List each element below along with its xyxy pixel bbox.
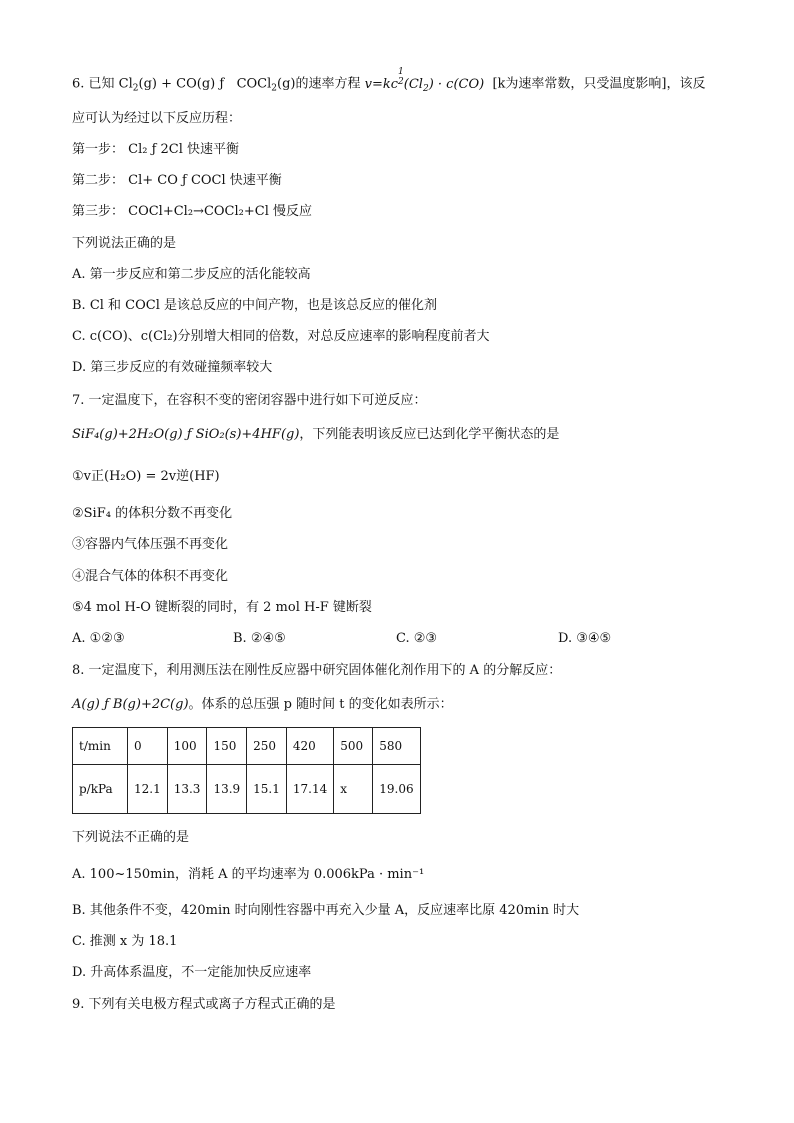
q6-stem-line: 6. 已知 $Cl_2(g) + CO(g)$ ƒ COCl$_2$(g)的速率方程 v=kc1 $2(Cl_2) \cdot c(CO)$ [k为速率常数，只受温度影响]，该反: [72, 67, 706, 94]
q7-equation-line: [72, 426, 559, 444]
q7-option-a[interactable]: A. ①②③: [72, 631, 125, 646]
q6-step3: 第三步： COCl+Cl₂→COCl₂+Cl 慢反应: [72, 204, 312, 219]
q8-stem: 8. 一定温度下，利用测压法在刚性反应器中研究固体催化剂作用下的 A 的分解反应：: [72, 663, 562, 678]
table-cell: 12.1: [128, 765, 168, 814]
q7-option-c[interactable]: C. ②③: [396, 631, 438, 646]
q6-option-b[interactable]: B. Cl 和 COCl 是该总反应的中间产物，也是该总反应的催化剂: [72, 298, 438, 313]
q6-step2: 第二步： Cl+ CO ƒ COCl 快速平衡: [72, 173, 282, 188]
q7-option-b[interactable]: B. ②④⑤: [233, 631, 286, 646]
table-cell: x: [334, 765, 373, 814]
q6-stem-b: (g) + CO(g) ƒ: [138, 76, 225, 92]
q7-statement-4: ④混合气体的体积不再变化: [72, 569, 229, 584]
q8-ask: 下列说法不正确的是: [72, 830, 190, 845]
q7-statement-2: ②SiF₄ 的体积分数不再变化: [72, 506, 233, 521]
q6-option-a[interactable]: A. 第一步反应和第二步反应的活化能较高: [72, 267, 311, 282]
q6-option-c[interactable]: C. c(CO)、c(Cl₂)分别增大相同的倍数，对总反应速率的影响程度前者大: [72, 329, 490, 344]
table-cell: p/kPa: [73, 765, 128, 814]
q8-equation-tail: 。体系的总压强 p 随时间 t 的变化如表所示：: [188, 697, 453, 712]
q8-option-c[interactable]: C. 推测 x 为 18.1: [72, 934, 178, 949]
q7-equation-tail: ，下列能表明该反应已达到化学平衡状态的是: [299, 427, 560, 442]
table-cell: 19.06: [373, 765, 420, 814]
table-cell: 17.14: [286, 765, 333, 814]
q8-equation: A(g) ƒ B(g)+2C(g): [72, 697, 189, 712]
q6-ask: 下列说法正确的是: [72, 236, 177, 251]
q8-equation-line: [72, 696, 453, 714]
table-cell: 580: [373, 728, 420, 765]
q8-option-d[interactable]: D. 升高体系温度，不一定能加快反应速率: [72, 965, 312, 980]
table-cell: 13.3: [167, 765, 207, 814]
table-row: [73, 728, 421, 765]
q7-stem: 7. 一定温度下，在容积不变的密闭容器中进行如下可逆反应：: [72, 393, 427, 408]
q6-note: [k为速率常数，只受温度影响]，该反: [492, 76, 706, 92]
q6-step1: 第一步： Cl₂ ƒ 2Cl 快速平衡: [72, 142, 240, 157]
q8-option-b[interactable]: B. 其他条件不变，420min 时向刚性容器中再充入少量 A，反应速率比原 420min 时大: [72, 903, 580, 918]
q9-stem: 9. 下列有关电极方程式或离子方程式正确的是: [72, 997, 336, 1012]
q7-statement-3: ③容器内气体压强不再变化: [72, 537, 229, 552]
table-cell: 0: [128, 728, 168, 765]
table-cell: 100: [167, 728, 207, 765]
table-cell: 15.1: [247, 765, 287, 814]
q6-stem-a: 已知 Cl: [88, 76, 133, 92]
table-cell: 250: [247, 728, 287, 765]
q6-line2: 应可认为经过以下反应历程：: [72, 111, 242, 126]
table-cell: t/min: [73, 728, 128, 765]
q6-stem-c: COCl: [236, 76, 272, 92]
q6-option-d[interactable]: D. 第三步反应的有效碰撞频率较大: [72, 360, 273, 375]
pressure-time-table: [72, 727, 421, 814]
q6-rate-equation: v=kc1 $2(Cl_2) \cdot c(CO)$: [364, 67, 485, 94]
table-row: [73, 765, 421, 814]
q7-equation: SiF₄(g)+2H₂O(g) ƒ SiO₂(s)+4HF(g): [72, 427, 300, 442]
q7-statement-5: ⑤4 mol H-O 键断裂的同时，有 2 mol H-F 键断裂: [72, 600, 372, 615]
table-cell: 500: [334, 728, 373, 765]
q6-stem-d: (g)的速率方程: [277, 76, 361, 92]
q7-option-d[interactable]: D. ③④⑤: [558, 631, 612, 646]
table-cell: 150: [207, 728, 247, 765]
q6-number: 6.: [72, 76, 85, 92]
q7-statement-1: ①v正(H₂O) = 2v逆(HF): [72, 469, 220, 484]
table-cell: 13.9: [207, 765, 247, 814]
table-cell: 420: [286, 728, 333, 765]
q8-option-a[interactable]: A. 100~150min，消耗 A 的平均速率为 0.006kPa · min⁻¹: [72, 867, 425, 882]
